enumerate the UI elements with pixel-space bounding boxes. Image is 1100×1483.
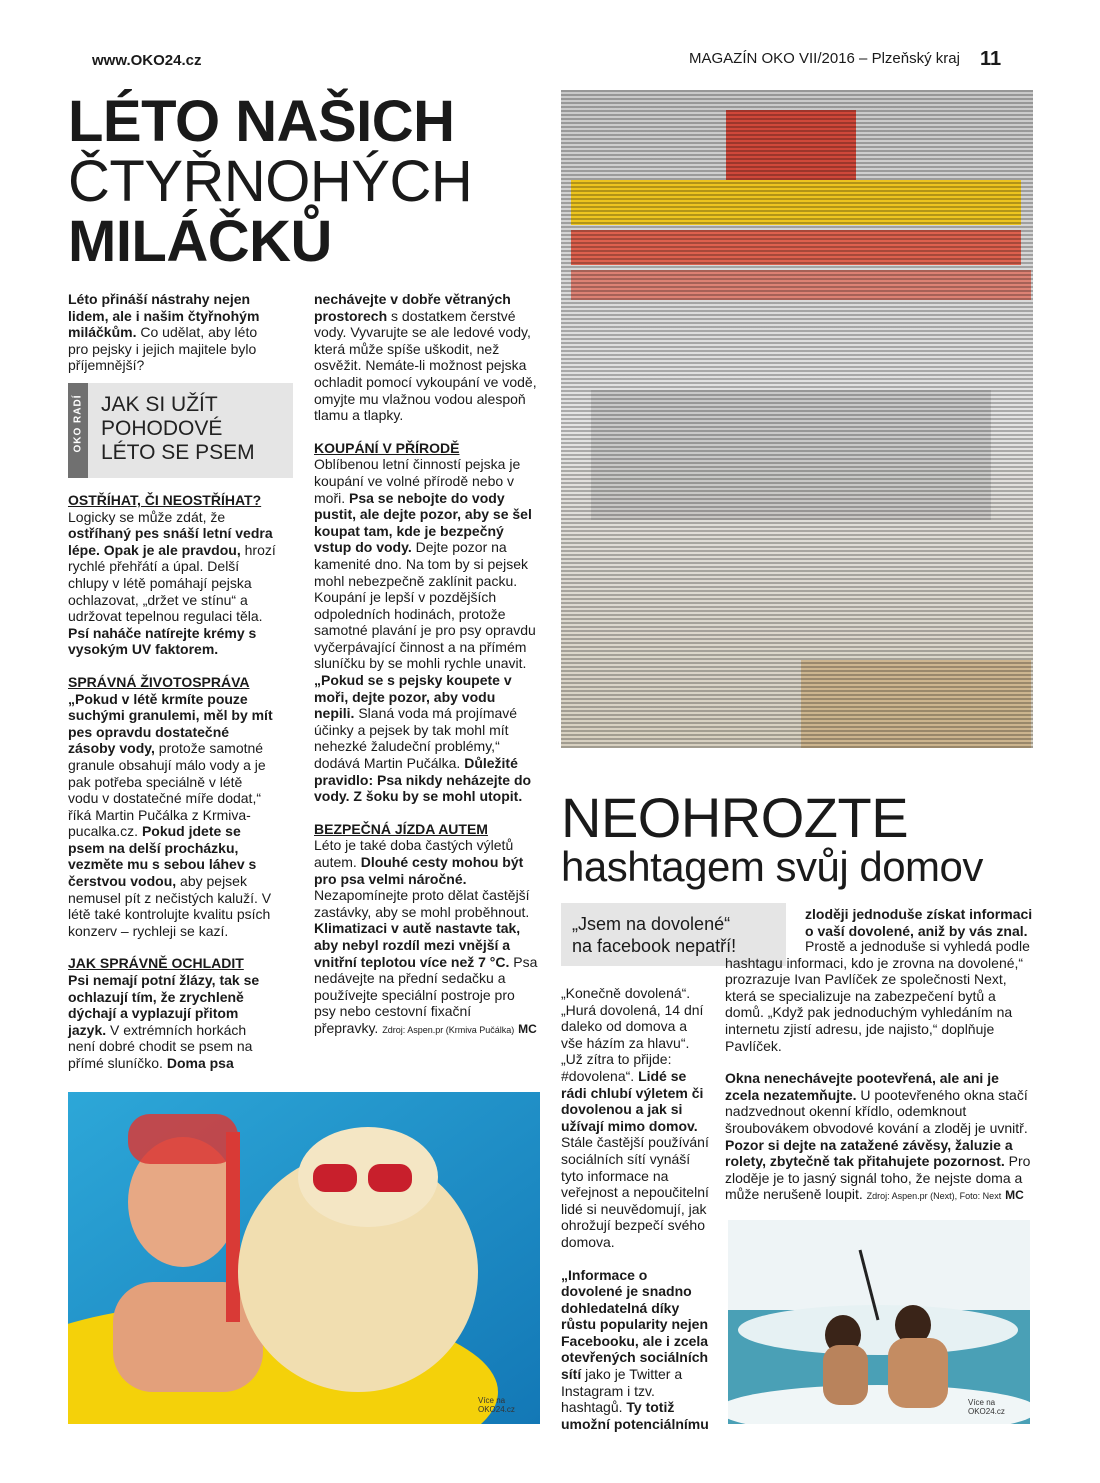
article-column-1 [68,492,276,1088]
beach-selfie-photo [728,1220,1030,1424]
title-line-3: MILÁČKŮ [68,209,332,274]
article-lead: Léto přináší nástrahy nejen lidem, ale i našim čtyřnohým miláčkům. Co udělat, aby léto pro pejsky i jejich majitele bylo příjemnější? [68,291,260,374]
photo-credit-2: Více na OKO24.cz [968,1398,1005,1416]
section-cooling-cont: nechávejte v dobře větraných prostorech s dostatkem čerstvé vody. Vyvarujte se ale ledové vody, která může spíše uškodit, než osvěžit. Nemáte-li možnost pejska ochladit pomocí vykoupání ve vodě, omyjte mu vlažnou vodou alespoň tlamu a tlapky. [314,291,537,424]
section-grooming: OSTŘÍHAT, ČI NEOSTŘÍHAT? Logicky se může zdát, že ostříhaný pes snáší letní vedra lépe. Opak je ale pravdou, hrozí rychlé přehřátí a úpal. Delší chlupy v létě pomáhají pejska ochlazovat, „držet ve stínu“ a udržovat tepelnou regulaci těla. Psí naháče natírejte krémy s vysokým UV faktorem. [68,492,276,658]
source-credit-2: Zdroj: Aspen.pr (Next), Foto: Next [866,1191,1002,1202]
article2-title: NEOHROZTE [561,786,909,849]
pull-quote: „Jsem na dovolené“ na facebook nepatří! [561,903,786,966]
article-title [68,89,508,274]
section-swimming: KOUPÁNÍ V PŘÍRODĚ Oblíbenou letní činností pejska je koupání ve volné přírodě nebo v moři. Psa se nebojte do vody pustit, ale dejte pozor, aby se šel koupat tam, kde je bezpečný vstup do vody. Dejte pozor na kamenité dno. Na tom by si pejsek mohl nebezpečně zaklínit packu. Koupání je lepší v pozdějších odpoledních hodinách, protože samotné plavání je pro psy opravdu vyčerpávající činnost a na přímém sluníčku by se mohli rychle unavit. „Pokud se s pejsky koupete v moři, dejte pozor, aby vodu nepili. Slaná voda má projímavé účinky a pejsek by tak mohl mít nehezké žaludeční problémy,“ dodává Martin Pučálka. Důležité pravidlo: Psa nikdy neházejte do vody. Z šoku by se mohl utopit. [314,439,536,805]
section-diet: SPRÁVNÁ ŽIVOTOSPRÁVA „Pokud v létě krmíte pouze suchými granulemi, měl by mít pes opravdu dostatečné zásoby vody, protože samotné granule obsahují málo vody a je pak potřeba speciálně v létě vodu v dostatečné míře dodat,“ říká Martin Pučálka z Krmiva-pucalka.cz. Pokud jdete se psem na delší procházku, vezměte mu s sebou láhev s čerstvou vodou, aby pejsek nemusel pít z nečistých kaluží. V létě také kontrolujte kvalitu psích konzerv – rychleji se kazí. [68,673,273,939]
article2-column-1: „Konečně dovolená“. „Hurá dovolená, 14 dní daleko od domova a vše házím za hlavu“. „Už zítra to přijde: #dovolena“. Lidé se rádi chlubí výletem či dovolenou a jak si užívají mimo domov. Stále častější používání sociálních sítí vynáší tyto informace na veřejnost a nepoučitelní lidé si neuvědomují, jak ohrožují bezpečí svého domova. „Informace o dovolené je snadno dohledatelná díky růstu popularity nejen Facebooku, ale i zcela otevřených sociálních sítí jako je Twitter a Instagram i tzv. hashtagů. Ty totiž umožní potenciálnímu [561,985,709,1432]
ad-image-graphic [561,90,1033,748]
article-column-2 [314,291,538,1055]
pool-scene-graphic [68,1092,540,1424]
section-cooling: JAK SPRÁVNĚ OCHLADIT Psi nemají potní žlázy, tak se ochlazují tím, že zrychleně dýchají a vyplazují přitom jazyk. V extrémních horkách není dobré chodit se psem na přímé sluníčko. Doma psa [68,955,260,1071]
author-initials: MC [518,1021,537,1036]
site-url[interactable]: www.OKO24.cz [92,52,202,69]
beach-scene-graphic [728,1220,1030,1424]
magazine-issue: MAGAZÍN OKO VII/2016 – Plzeňský kraj [689,50,960,67]
tip-box-side: OKO RADÍ [68,383,88,478]
advertisement-image [561,90,1033,748]
title-line-1: LÉTO NAŠICH [68,89,455,154]
article2-column-2b: Prostě a jednoduše si vyhledá podle hashtagu informaci, kdo je zrovna na dovolené,“ prozrazuje Ivan Pavlíček ze společnosti Next, která se specializuje na zabezpečení bytů a domů. „Když pak jednoduchým vyhledáním na internetu zjistí adresu, jde najisto,“ doplňuje Pavlíček. Okna nenechávejte pootevřená, ale ani je zcela nezatemňujte. U pootevřeného okna stačí nadzvednout okenní křídlo, odemknout šroubovákem obvodové kování a zloděj je uvnitř. Pozor si dejte na zatažené závěsy, žaluzie a rolety, zbytečně tak přitahujete pozornost. Pro zloděje je to jasný signál toho, že nejste doma a může nerušeně loupit. Zdroj: Aspen.pr (Next), Foto: Next MC [725,938,1031,1203]
source-credit: Zdroj: Aspen.pr (Krmiva Pučálka) [382,1024,515,1035]
author-initials-2: MC [1005,1188,1024,1203]
page-number: 11 [980,48,1002,70]
article2-subtitle: hashtagem svůj domov [561,843,983,890]
dog-and-child-photo [68,1092,540,1424]
section-car: BEZPEČNÁ JÍZDA AUTEM Léto je také doba častých výletů autem. Dlouhé cesty mohou být pro psa velmi náročné. Nezapomínejte proto dělat častější zastávky, aby se mohl proběhnout. Klimatizaci v autě nastavte tak, aby nebyl rozdíl mezi vnější a vnitřní teplotou více než 7 °C. Psa nedávejte na přední sedačku a používejte speciální postroje pro psy nebo cestovní fixační přepravky. Zdroj: Aspen.pr (Krmiva Pučálka) MC [314,820,538,1036]
title-line-2: ČTYŘNOHÝCH [68,149,473,214]
article2-column-2a: zloději jednoduše získat informaci o vaší dovolené, aniž by vás znal. [805,906,1033,939]
tip-box [68,383,293,478]
photo-credit: Více na OKO24.cz [478,1396,515,1414]
tip-box-text: JAK SI UŽÍT POHODOVÉ LÉTO SE PSEM [101,393,255,464]
